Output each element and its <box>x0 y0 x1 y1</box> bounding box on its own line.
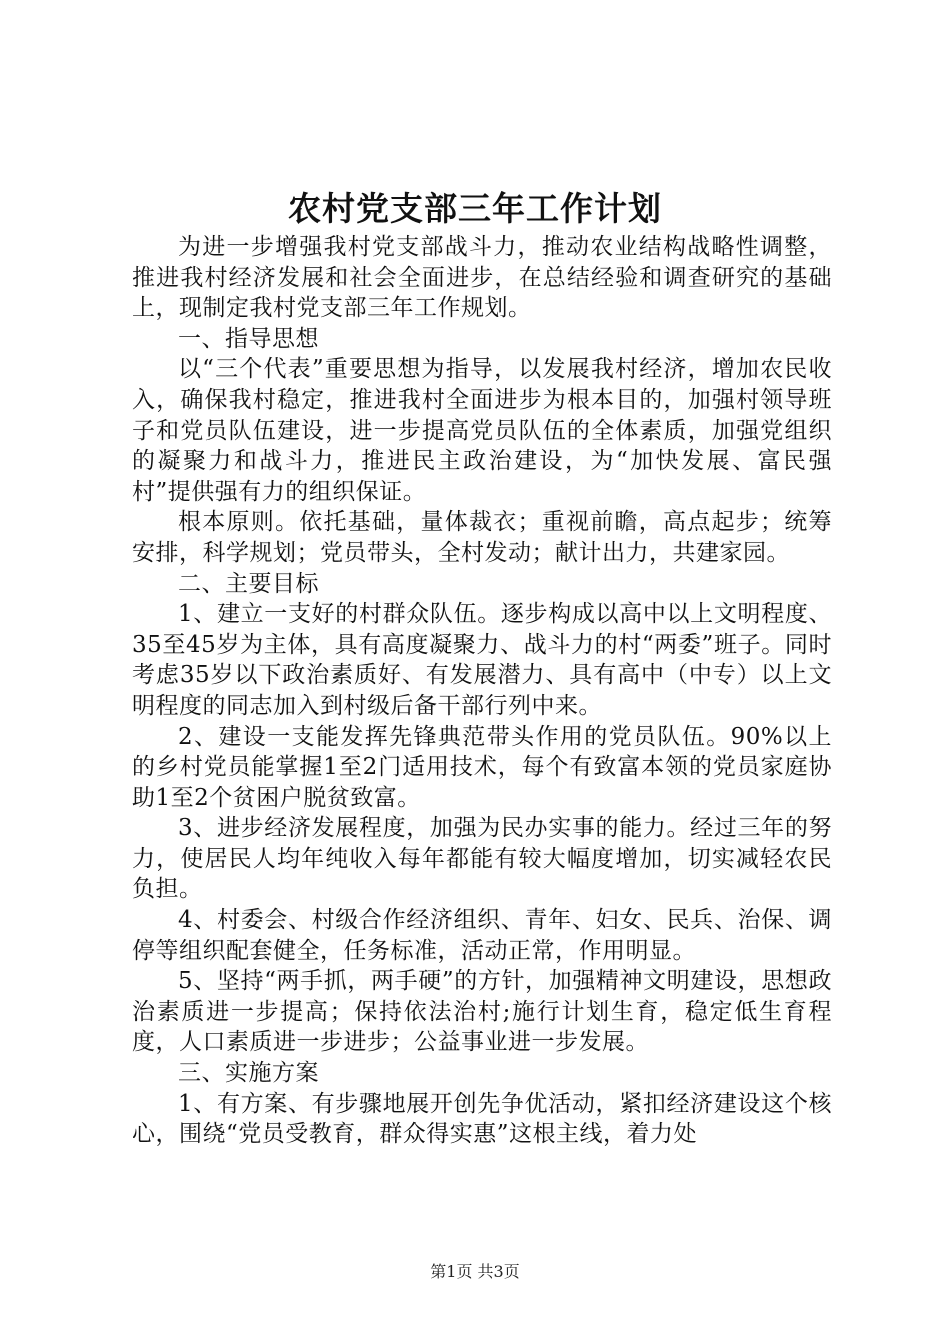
intro-paragraph: 为进一步增强我村党支部战斗力，推动农业结构战略性调整，推进我村经济发展和社会全面进步，在总结经验和调查研究的基础上，现制定我村党支部三年工作规划。 <box>132 234 832 322</box>
goal-paragraph-5: 5、坚持“两手抓，两手硬”的方针，加强精神文明建设，思想政治素质进一步提高；保持依法治村;施行计划生育，稳定低生育程度，人口素质进一步进步；公益事业进一步发展。 <box>132 968 832 1056</box>
page-footer: 第1页 共3页 <box>430 1262 520 1281</box>
goal-paragraph-4: 4、村委会、村级合作经济组织、青年、妇女、民兵、治保、调停等组织配套健全，任务标准，活动正常，作用明显。 <box>132 907 832 964</box>
document-title: 农村党支部三年工作计划 <box>288 189 662 228</box>
basic-principles-paragraph: 根本原则。依托基础，量体裁衣；重视前瞻，高点起步；统筹安排，科学规划；党员带头，全村发动；献计出力，共建家园。 <box>132 509 832 566</box>
section-heading-main-goals: 二、主要目标 <box>178 570 319 597</box>
goal-paragraph-3: 3、进步经济发展程度，加强为民办实事的能力。经过三年的努力，使居民人均年纯收入每年都能有较大幅度增加，切实减轻农民负担。 <box>132 815 832 903</box>
implementation-paragraph-1: 1、有方案、有步骤地展开创先争优活动，紧扣经济建设这个核心，围绕“党员受教育，群众得实惠”这根主线，着力处 <box>132 1090 832 1148</box>
section-heading-implementation: 三、实施方案 <box>178 1060 319 1087</box>
document-body <box>132 232 832 1150</box>
goal-paragraph-2: 2、建设一支能发挥先锋典范带头作用的党员队伍。90%以上的乡村党员能掌握1至2门适用技术，每个有致富本领的党员家庭协助1至2个贫困户脱贫致富。 <box>132 723 832 811</box>
guiding-ideology-paragraph: 以“三个代表”重要思想为指导，以发展我村经济，增加农民收入，确保我村稳定，推进我村全面进步为根本目的，加强村领导班子和党员队伍建设，进一步提高党员队伍的全体素质，加强党组织的凝聚力和战斗力，推进民主政治建设，为“加快发展、富民强村”提供强有力的组织保证。 <box>132 356 832 505</box>
goal-paragraph-1: 1、建立一支好的村群众队伍。逐步构成以高中以上文明程度、35至45岁为主体，具有高度凝聚力、战斗力的村“两委”班子。同时考虑35岁以下政治素质好、有发展潜力、具有高中（中专）以上文明程度的同志加入到村级后备干部行列中来。 <box>132 601 832 719</box>
section-heading-guiding-ideology: 一、指导思想 <box>178 325 319 352</box>
